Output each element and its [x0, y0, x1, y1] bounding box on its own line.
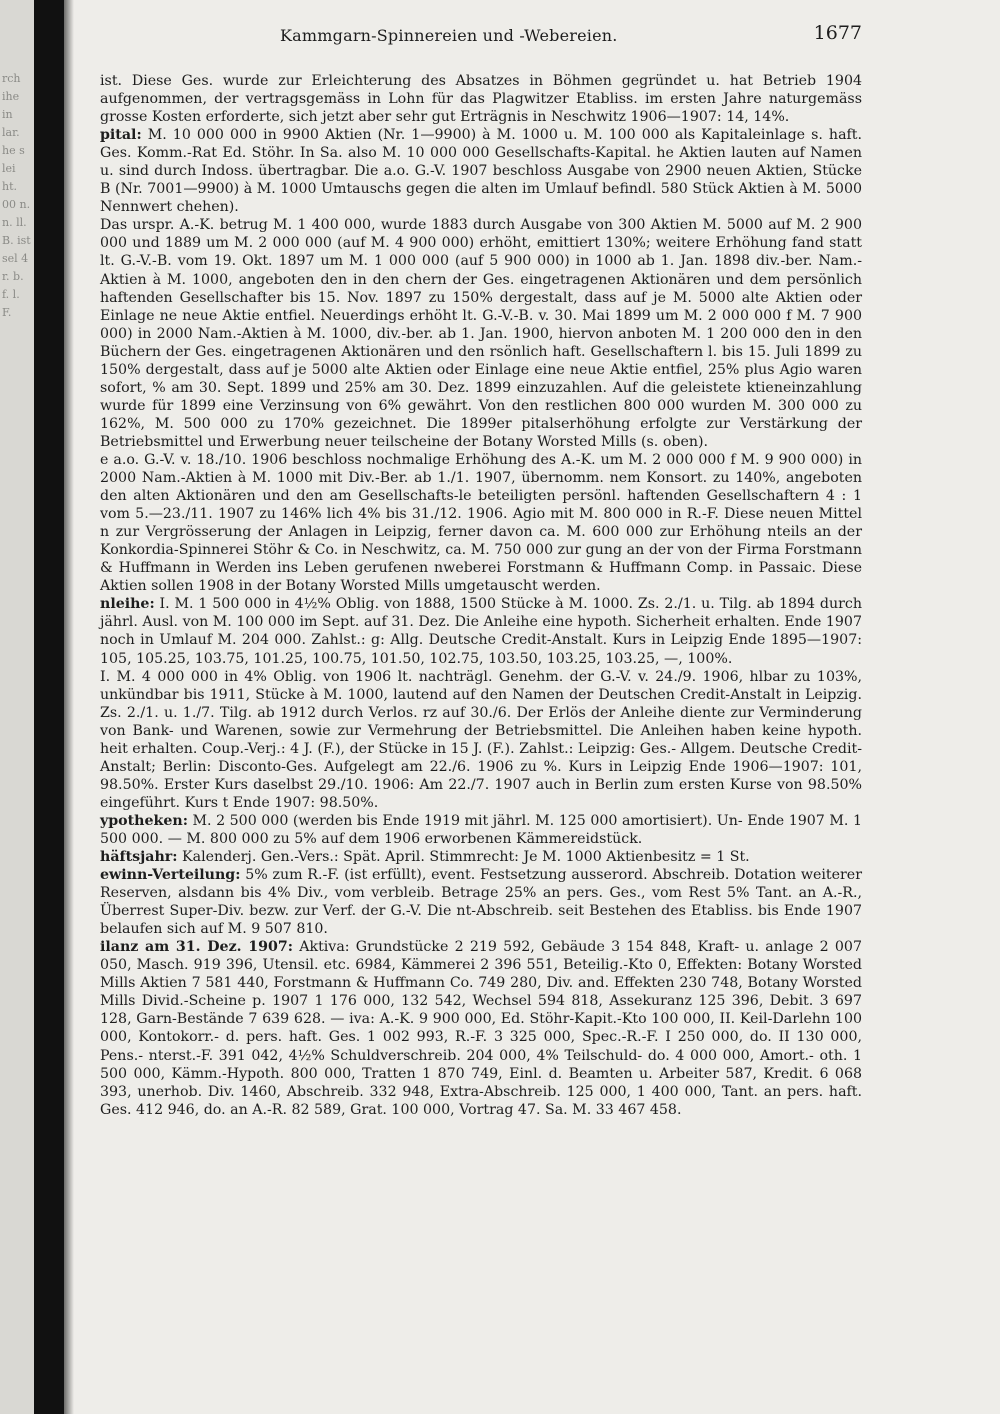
- paragraph-bilanz: ilanz am 31. Dez. 1907: Aktiva: Grundstücke 2 219 592, Gebäude 3 154 848, Kraft- u. anlage 2 007 050, Masch. 919 396, Utensil. etc. 6984, Kämmerei 2 396 551, Beteilig.-Kto 0, Effekten: Botany Worsted Mills Aktien 7 581 440, Forstmann & Huffmann Co. 749 280, Div. and. Effekten 230 748, Botany Worsted Mills Divid.-Scheine p. 1907 1 176 000, 132 542, Wechsel 594 818, Assekuranz 125 396, Debit. 3 697 128, Garn-Bestände 7 639 628. — iva: A.-K. 9 900 000, Ed. Stöhr-Kapit.-Kto 100 000, II. Keil-Darlehn 100 000, Kontokorr.- d. pers. haft. Ges. 1 002 993, R.-F. 3 325 000, Spec.-R.-F. I 250 000, do. II 130 000, Pens.- nterst.-F. 391 042, 4½% Schuldverschreib. 204 000, 4% Teilschuld- do. 4 000 000, Amort.- oth. 1 500 000, Kämm.-Hypoth. 800 000, Tratten 1 870 749, Einl. d. Beamten u. Arbeiter 587, Kredit. 6 068 393, unerhob. Div. 1460, Abschreib. 332 948, Extra-Abschreib. 125 000, 1 400 000, Tant. an pers. haft. Ges. 412 946, do. an A.-R. 82 589, Grat. 100 000, Vortrag 47. Sa. M. 33 467 458.: [100, 939, 862, 1118]
- page-header: [180, 22, 870, 50]
- section-label: pital:: [100, 127, 142, 144]
- paragraph-gewinn: ewinn-Verteilung: 5% zum R.-F. (ist erfüllt), event. Festsetzung ausserord. Abschreib. Dotation weiterer Reserven, alsdann bis 4% Div., vom verbleib. Betrage 25% an pers. Ges., vom Rest 5% Tant. an A.-R., Überrest Super-Div. bezw. zur Verf. der G.-V. Die nt-Abschreib. seit Bestehen des Etabliss. bis Ende 1907 belaufen sich auf M. 9 507 810.: [100, 867, 862, 938]
- page-number: 1677: [813, 22, 862, 44]
- binding-gradient: [64, 0, 74, 1414]
- section-label: ilanz am 31. Dez. 1907:: [100, 939, 293, 956]
- adjacent-page-ghost-text: rch ihe in lar. he s lei ht. 00 n. n. ll. B. ist sel 4 r. b. f. l. F.: [2, 72, 31, 319]
- paragraph-anleihe-1: nleihe: I. M. 1 500 000 in 4½% Oblig. von 1888, 1500 Stücke à M. 1000. Zs. 2./1. u. Tilg. ab 1894 durch jährl. Ausl. von M. 100 000 im Sept. auf 31. Dez. Die Anleihe eine hypoth. Sicherheit erhalten. Ende 1907 noch in Umlauf M. 204 000. Zahlst.: g: Allg. Deutsche Credit-Anstalt. Kurs in Leipzig Ende 1895—1907: 105, 105.25, 103.75, 101.25, 100.75, 101.50, 102.75, 103.50, 103.25, 103.25, —, 100%.: [100, 596, 862, 667]
- paragraph-kapital: pital: M. 10 000 000 in 9900 Aktien (Nr. 1—9900) à M. 1000 u. M. 100 000 als Kapitaleinlage s. haft. Ges. Komm.-Rat Ed. Stöhr. In Sa. also M. 10 000 000 Gesellschafts-Kapital. he Aktien lauten auf Namen u. sind durch Indoss. übertragbar. Die a.o. G.-V. 1907 beschloss Ausgabe von 2900 neuen Aktien, Stücke B (Nr. 7001—9900) à M. 1000 Umtauschs gegen die alten im Umlauf befindl. 580 Stück Aktien à M. 5000 Nennwert chehen).: [100, 127, 862, 216]
- paragraph-hypotheken: ypotheken: M. 2 500 000 (werden bis Ende 1919 mit jährl. M. 125 000 amortisiert). Un- Ende 1907 M. 1 500 000. — M. 800 000 zu 5% auf dem 1906 erworbenen Kämmereidstück.: [100, 812, 862, 847]
- section-label: ypotheken:: [100, 812, 188, 829]
- binding-shadow: [34, 0, 64, 1414]
- section-label: nleihe:: [100, 596, 155, 613]
- paragraph-intro: ist. Diese Ges. wurde zur Erleichterung des Absatzes in Böhmen gegründet u. hat Betrieb 1904 aufgenommen, der vertragsgemäss in Lohn für das Plagwitzer Etabliss. im ersten Jahre naturgemäss grosse Kosten erforderte, sich jetzt aber sehr gut Erträgnis in Neschwitz 1906—1907: 14, 14%.: [100, 73, 862, 126]
- paragraph-geschaeftsjahr: häftsjahr: Kalenderj. Gen.-Vers.: Spät. April. Stimmrecht: Je M. 1000 Aktienbesitz = 1 St.: [100, 849, 750, 866]
- section-label: ewinn-Verteilung:: [100, 867, 241, 884]
- document-body: [100, 72, 862, 1119]
- section-label: häftsjahr:: [100, 849, 178, 866]
- paragraph-gv-1906: e a.o. G.-V. v. 18./10. 1906 beschloss nochmalige Erhöhung des A.-K. um M. 2 000 000 f M. 9 900 000) in 2000 Nam.-Aktien à M. 1000 mit Div.-Ber. ab 1./1. 1907, übernomm. nem Konsort. zu 140%, angeboten den alten Aktionären und den am Gesellschafts-le beteiligten persönl. haftenden Gesellschaftern 4 : 1 vom 5.—23./11. 1907 zu 146% lich 4% bis 31./12. 1906. Agio mit M. 800 000 in R.-F. Diese neuen Mittel n zur Vergrösserung der Anlagen in Leipzig, ferner davon ca. M. 600 000 zur Erhöhung nteils an der Konkordia-Spinnerei Stöhr & Co. in Neschwitz, ca. M. 750 000 zur gung an der von der Firma Forstmann & Huffmann in Werden ins Leben gerufenen nweberei Forstmann & Huffmann Comp. in Passaic. Diese Aktien sollen 1908 in der Botany Worsted Mills umgetauscht werden.: [100, 451, 862, 595]
- paragraph-ak-history: Das urspr. A.-K. betrug M. 1 400 000, wurde 1883 durch Ausgabe von 300 Aktien M. 5000 auf M. 2 900 000 und 1889 um M. 2 000 000 (auf M. 4 900 000) erhöht, emittiert 130%; weitere Erhöhung fand statt lt. G.-V.-B. vom 19. Okt. 1897 um M. 1 000 000 (auf 5 900 000) in 1000 ab 1. Jan. 1898 div.-ber. Nam.-Aktien à M. 1000, angeboten den in den chern der Ges. eingetragenen Aktionären und dem persönlich haftenden Gesellschafter bis 15. Nov. 1897 zu 150% dergestalt, dass auf je M. 5000 alte Aktien oder Einlage ne neue Aktie entfiel. Neuerdings erhöht lt. G.-V.-B. v. 30. Mai 1899 um M. 2 000 000 f M. 7 900 000) in 2000 Nam.-Aktien à M. 1000, div.-ber. ab 1. Jan. 1900, hiervon anboten M. 1 200 000 den in den Büchern der Ges. eingetragenen Aktionären und den rsönlich haft. Gesellschaftern l. bis 15. Juli 1899 zu 150% dergestalt, dass auf je 5000 alte Aktien oder Einlage eine neue Aktie entfiel, 25% plus Agio waren sofort, % am 30. Sept. 1899 und 25% am 30. Dez. 1899 einzuzahlen. Auf die geleistete ktieneinzahlung wurde für 1899 eine Verzinsung von 6% gewährt. Von den restlichen 800 000 wurden M. 300 000 zu 162%, M. 500 000 zu 170% gezeichnet. Die 1899er pitalserhöhung erfolgte zur Verstärkung der Betriebsmittel und Erwerbung neuer teilscheine der Botany Worsted Mills (s. oben).: [100, 217, 862, 450]
- paragraph-anleihe-2: I. M. 4 000 000 in 4% Oblig. von 1906 lt. nachträgl. Genehm. der G.-V. v. 24./9. 1906, hlbar zu 103%, unkündbar bis 1911, Stücke à M. 1000, lautend auf den Namen der Deutschen Credit-Anstalt in Leipzig. Zs. 2./1. u. 1./7. Tilg. ab 1912 durch Verlos. rz auf 30./6. Der Erlös der Anleihe diente zur Verminderung von Bank- und Warenen, sowie zur Vermehrung der Betriebsmittel. Die Anleihen haben keine hypoth. heit erhalten. Coup.-Verj.: 4 J. (F.), der Stücke in 15 J. (F.). Zahlst.: Leipzig: Ges.- Allgem. Deutsche Credit-Anstalt; Berlin: Disconto-Ges. Aufgelegt am 22./6. 1906 zu %. Kurs in Leipzig Ende 1906—1907: 101, 98.50%. Erster Kurs daselbst 29./10. 1906: Am 22./7. 1907 auch in Berlin zum ersten Kurse von 98.50% eingeführt. Kurs t Ende 1907: 98.50%.: [100, 668, 862, 811]
- running-title: Kammgarn-Spinnereien und -Webereien.: [280, 26, 618, 45]
